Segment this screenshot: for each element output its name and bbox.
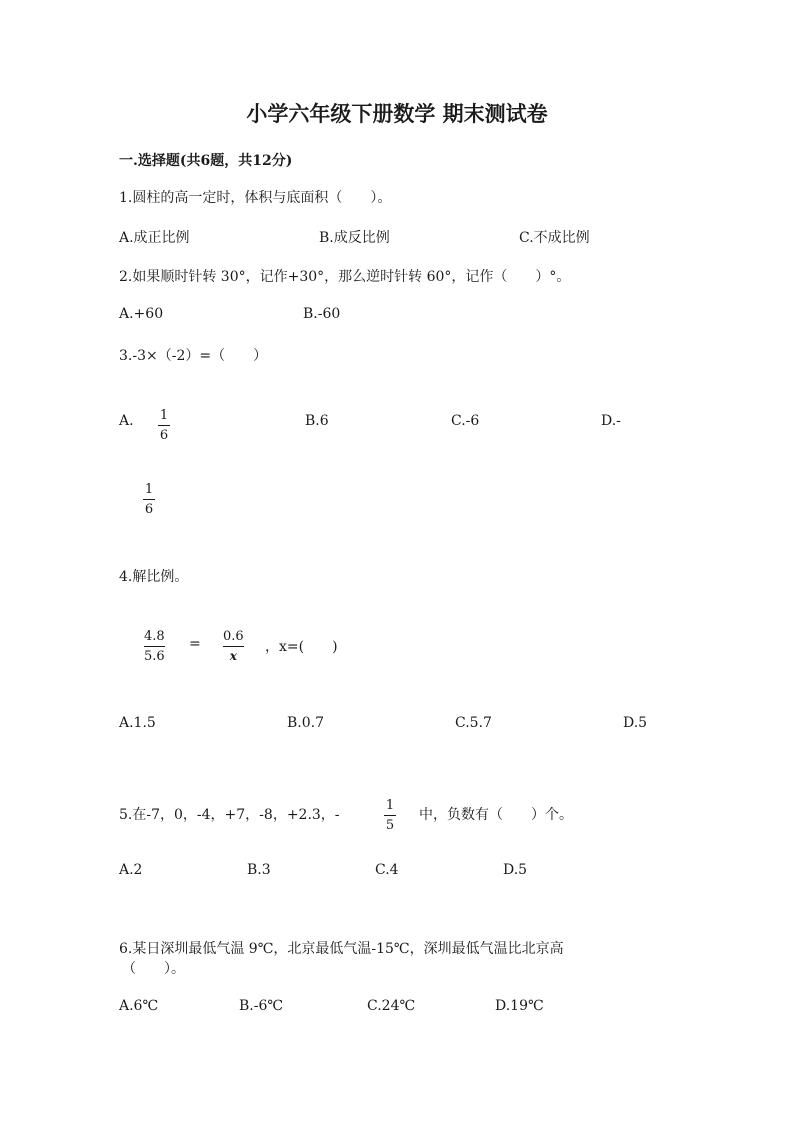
fraction-numerator: 4.8 [144,629,165,644]
question-3-option-d-fraction [143,482,155,517]
question-4-rhs-fraction [223,629,244,664]
fraction-numerator: 1 [385,798,395,813]
question-3-option-b: B.6 [305,413,329,429]
question-1-option-c: C.不成比例 [519,230,590,246]
question-6-option-c: C.24℃ [367,998,416,1014]
question-1-stem: 1.圆柱的高一定时，体积与底面积（ ）。 [119,190,392,206]
question-3-option-a-label: A. [119,413,134,429]
question-4-option-c: C.5.7 [455,715,492,731]
question-6-stem-line-1: 6.某日深圳最低气温 9℃，北京最低气温-15℃，深圳最低气温比北京高 [119,941,564,957]
fraction-bar [143,499,155,500]
question-6-option-a: A.6℃ [119,998,159,1014]
fraction-bar [384,815,396,816]
question-3-stem: 3.-3×（-2）=（ ） [119,348,268,364]
fraction-denominator: x [229,649,237,663]
question-2-option-b: B.-60 [303,306,341,322]
question-5-stem-start: 5.在-7，0，-4，+7，-8，+2.3，- [119,807,340,823]
question-4-tail: ，x=( ) [265,639,338,655]
fraction-denominator: 6 [144,502,154,517]
question-6-stem-line-2: （ ）。 [122,961,185,977]
fraction-bar [144,646,165,647]
question-2-option-a: A.+60 [119,306,164,322]
question-6-option-d: D.19℃ [495,998,544,1014]
section-heading: 一.选择题(共6题，共12分) [119,153,293,169]
question-3-option-d-label: D.- [601,413,621,429]
fraction-numerator: 1 [144,482,154,497]
fraction-numerator: 0.6 [223,629,244,644]
question-4-option-b: B.0.7 [287,715,325,731]
question-5-fraction [384,798,396,833]
question-2-stem: 2.如果顺时针转 30°，记作+30°，那么逆时针转 60°，记作（ ）°。 [119,269,571,285]
question-4-stem: 4.解比例。 [119,569,189,585]
question-4-lhs-fraction [144,629,165,664]
fraction-denominator: 6 [159,428,169,443]
question-5-option-d: D.5 [503,862,528,878]
question-4-option-a: A.1.5 [119,715,156,731]
question-4-equals-sign: = [189,636,201,652]
fraction-numerator: 1 [159,408,169,423]
fraction-bar [158,425,170,426]
fraction-bar [223,646,244,647]
question-5-stem-end: 中，负数有（ ）个。 [419,807,573,823]
fraction-denominator: 5 [385,818,395,833]
question-1-option-b: B.成反比例 [319,230,390,246]
page-title: 小学六年级下册数学 期末测试卷 [246,101,548,126]
question-5-option-c: C.4 [375,862,399,878]
fraction-denominator: 5.6 [144,649,165,664]
question-5-option-a: A.2 [119,862,143,878]
question-1-option-a: A.成正比例 [119,230,190,246]
question-6-option-b: B.-6℃ [239,998,284,1014]
question-5-option-b: B.3 [247,862,271,878]
question-4-option-d: D.5 [623,715,648,731]
question-3-option-a-fraction [158,408,170,443]
question-3-option-c: C.-6 [451,413,480,429]
